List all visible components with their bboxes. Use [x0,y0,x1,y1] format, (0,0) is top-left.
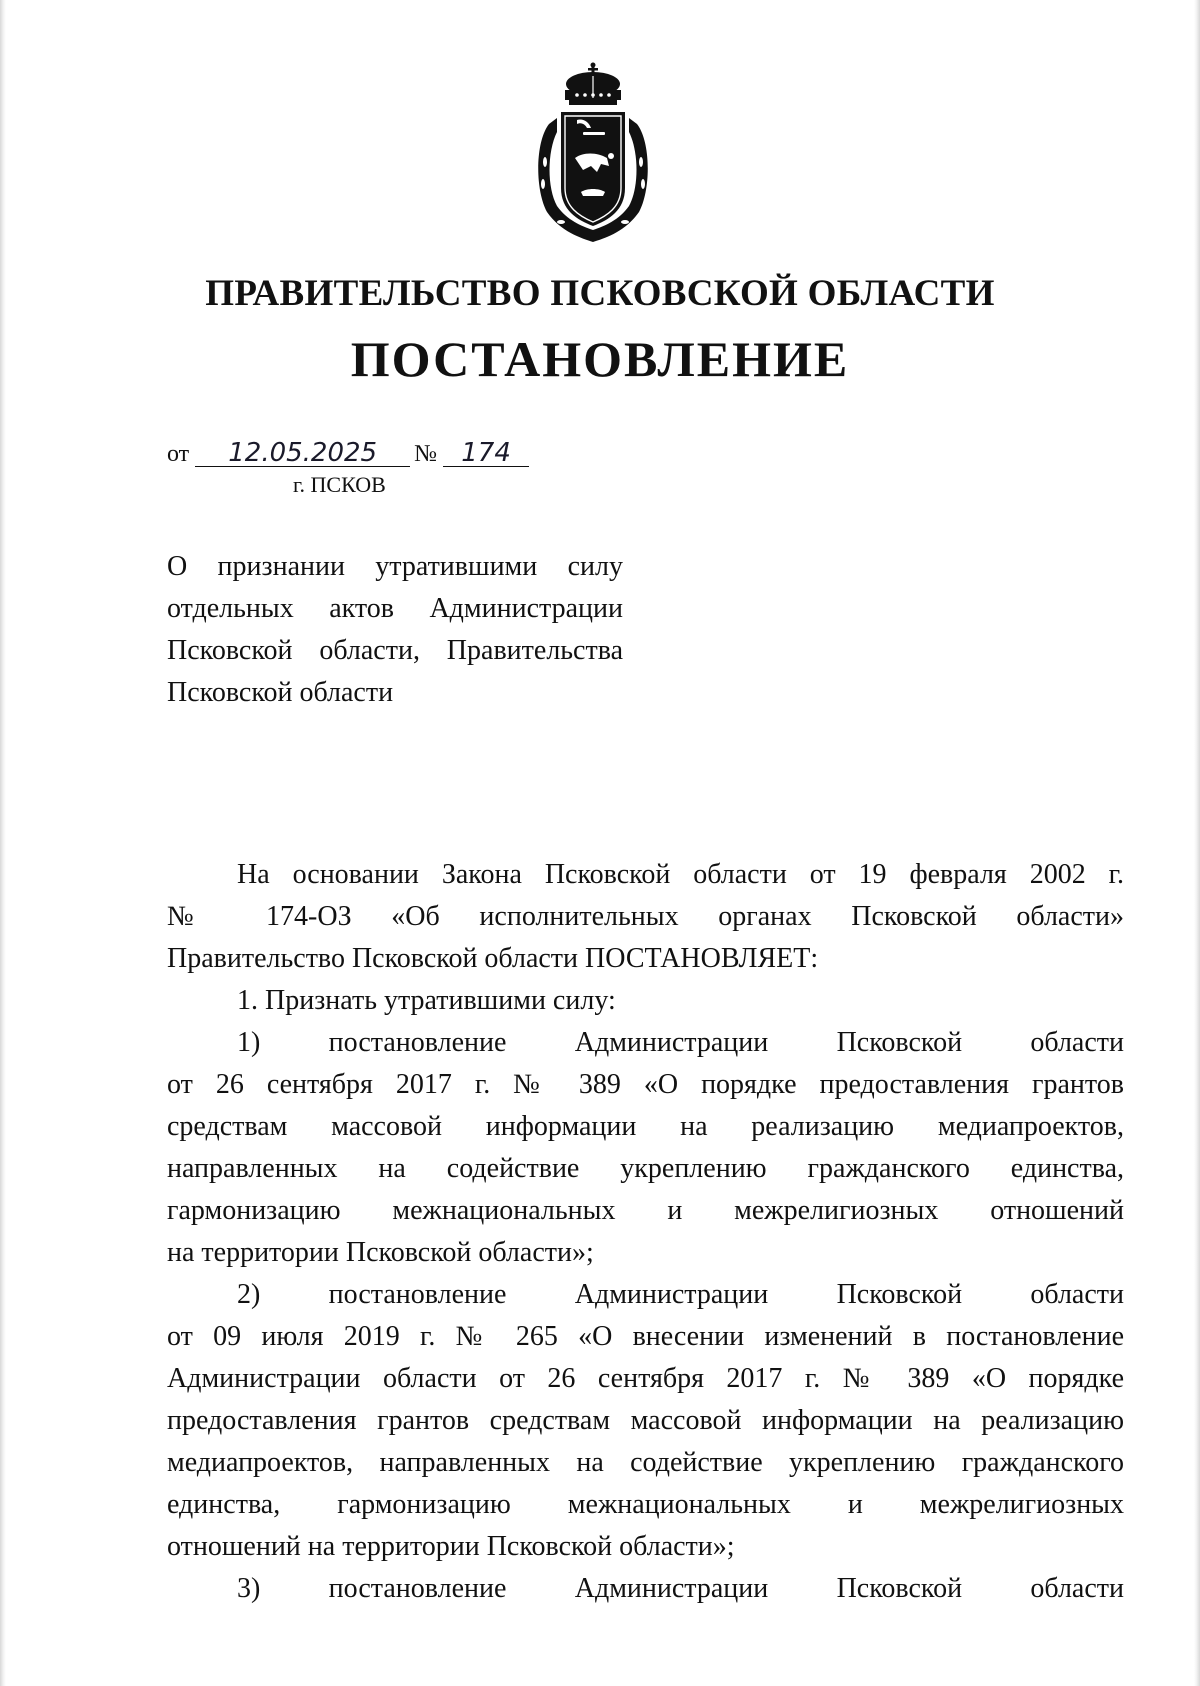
handwritten-date: 12.05.2025 [195,440,410,467]
body-line: На основании Закона Псковской области от 19 февраля 2002 г. [237,859,1124,890]
body-line: на территории Псковской области»; [167,1237,594,1268]
subject-line: Псковской области, Правительства [167,635,623,666]
body-line: Правительство Псковской области ПОСТАНОВЛЯЕТ: [167,943,819,974]
document-type-title: ПОСТАНОВЛЕНИЕ [350,331,850,387]
body-line: средствам массовой информации на реализацию медиапроектов, [167,1111,1124,1142]
body-line: медиапроектов, направленных на содействие укреплению гражданского [167,1447,1124,1478]
body-line: 1) постановление Администрации Псковской области [237,1027,1124,1058]
scan-edge-right [1194,0,1200,1686]
handwritten-number: 174 [443,440,529,467]
body-line: Администрации области от 26 сентября 2017 г. № 389 «О порядке [167,1363,1124,1394]
body-line: от 26 сентября 2017 г. № 389 «О порядке предоставления грантов [167,1069,1124,1100]
date-prefix: от [167,441,190,467]
date-number-line [167,440,529,468]
city-label: г. ПСКОВ [293,472,386,497]
body-line: направленных на содействие укреплению гражданского единства, [167,1153,1124,1184]
number-prefix: № [414,441,438,467]
body-line: 1. Признать утратившими силу: [237,985,616,1016]
subject-line: отдельных актов Администрации [167,593,623,624]
scan-edge-left [0,0,6,1686]
subject-line: Псковской области [167,677,394,708]
subject-line: О признании утратившими силу [167,551,623,582]
coat-of-arms-icon [531,62,655,244]
body-line: 2) постановление Администрации Псковской области [237,1279,1124,1310]
body-line: отношений на территории Псковской области»; [167,1531,735,1562]
body-line: № 174-ОЗ «Об исполнительных органах Псковской области» [167,901,1124,932]
body-line: единства, гармонизацию межнациональных и межрелигиозных [167,1489,1124,1520]
body-line: 3) постановление Администрации Псковской области [237,1573,1124,1604]
subject-block [167,546,623,714]
body-line: предоставления грантов средствам массовой информации на реализацию [167,1405,1124,1436]
body-line: от 09 июля 2019 г. № 265 «О внесении изменений в постановление [167,1321,1124,1352]
body-line: гармонизацию межнациональных и межрелигиозных отношений [167,1195,1124,1226]
body-text [167,854,1124,1610]
organization-title: ПРАВИТЕЛЬСТВО ПСКОВСКОЙ ОБЛАСТИ [205,273,995,314]
